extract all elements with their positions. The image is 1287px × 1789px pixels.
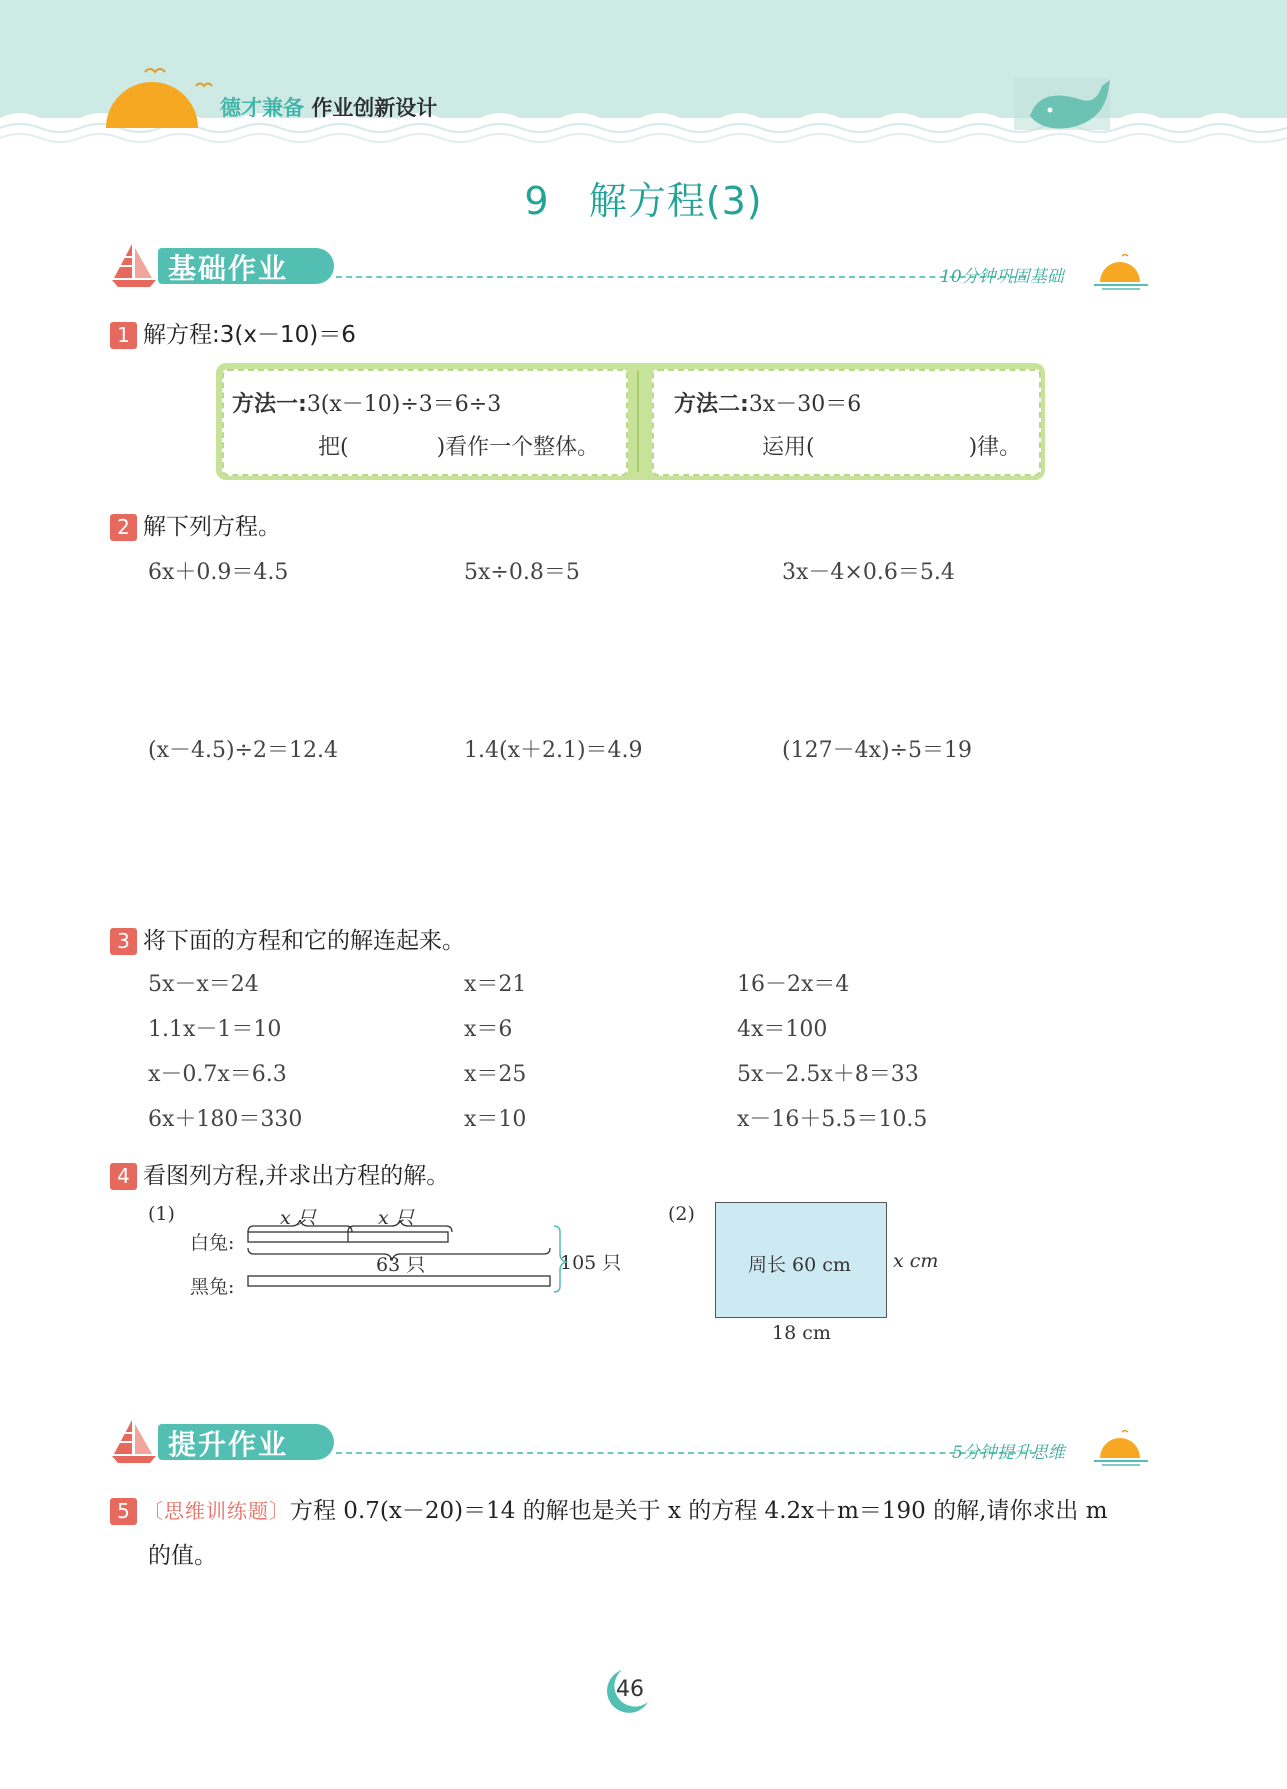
brand-dark: 作业创新设计: [311, 96, 438, 120]
equation-item: (x－4.5)÷2＝12.4: [148, 738, 338, 763]
equation-item: 1.4(x＋2.1)＝4.9: [464, 738, 643, 763]
question-tag: 〔思维训练题〕: [143, 1499, 290, 1523]
question-5: [110, 1492, 1190, 1525]
question-2: [110, 508, 281, 541]
method-one-blank[interactable]: 把( )看作一个整体。: [318, 435, 600, 460]
match-left-item[interactable]: 1.1x－1＝10: [148, 1017, 282, 1042]
section-label: 基础作业: [168, 252, 289, 285]
header-banner: [0, 0, 1287, 150]
section-advanced-banner: [110, 1418, 1150, 1468]
equation-item: (127－4x)÷5＝19: [782, 738, 972, 763]
page-title: 9 解方程(3): [524, 179, 763, 223]
question-number: 3: [110, 928, 137, 955]
section-label: 提升作业: [168, 1428, 289, 1461]
match-right-item[interactable]: 4x＝100: [737, 1017, 828, 1042]
total-label: 105 只: [560, 1252, 622, 1274]
sailboat-icon: [110, 1418, 158, 1464]
equation-item: 5x÷0.8＝5: [464, 560, 580, 585]
sun-icon: [1092, 1428, 1150, 1468]
part-1-label: (1): [148, 1203, 175, 1225]
white-rabbit-label: 白兔:: [190, 1232, 235, 1254]
page-number: 46: [616, 1677, 644, 1702]
question-text: 将下面的方程和它的解连起来。: [143, 928, 465, 954]
method-two-line1: [674, 387, 861, 418]
match-solution-item[interactable]: x＝21: [464, 972, 527, 997]
bottom-length-label: 18 cm: [772, 1322, 831, 1344]
segment-diagram: [240, 1220, 570, 1300]
question-text: 解下列方程。: [143, 514, 281, 540]
section-time-note: 5分钟提升思维: [952, 1443, 1065, 1463]
segment-x-label: x 只: [280, 1207, 316, 1229]
question-text: 解方程:3(x－10)＝6: [143, 322, 356, 348]
match-right-item[interactable]: x－16＋5.5＝10.5: [737, 1107, 928, 1132]
section-time-note: 10分钟巩固基础: [940, 267, 1064, 287]
question-1: [110, 316, 356, 349]
match-left-item[interactable]: 5x－x＝24: [148, 972, 259, 997]
difference-label: 63 只: [376, 1254, 426, 1276]
equation-item: 6x＋0.9＝4.5: [148, 560, 289, 585]
sun-icon: [1092, 252, 1150, 292]
method-divider: [637, 371, 639, 472]
sailboat-icon: [110, 242, 158, 288]
question-number: 5: [110, 1498, 137, 1525]
method-one-equation: 3(x－10)÷3＝6÷3: [306, 392, 502, 417]
question-number: 2: [110, 514, 137, 541]
dashed-divider: [336, 276, 1026, 278]
match-solution-item[interactable]: x＝25: [464, 1062, 527, 1087]
whale-icon: [1014, 78, 1110, 130]
equation-item: 3x－4×0.6＝5.4: [782, 560, 955, 585]
question-3: [110, 922, 465, 955]
question-4: [110, 1157, 449, 1190]
method-box: [216, 363, 1045, 480]
brand-title: [220, 92, 437, 122]
method-two-title: 方法二:: [674, 392, 749, 417]
match-solution-item[interactable]: x＝10: [464, 1107, 527, 1132]
method-two-equation: 3x－30＝6: [748, 392, 862, 417]
section-basic-banner: [110, 242, 1150, 292]
question-text-line2: 的值。: [148, 1543, 217, 1569]
method-one-title: 方法一:: [232, 392, 307, 417]
question-number: 4: [110, 1163, 137, 1190]
question-text: 看图列方程,并求出方程的解。: [143, 1163, 450, 1189]
part-2-label: (2): [668, 1203, 695, 1225]
match-right-item[interactable]: 16－2x＝4: [737, 972, 850, 997]
question-text-line1: 方程 0.7(x－20)＝14 的解也是关于 x 的方程 4.2x＋m＝190 的解,请你求出 m: [290, 1498, 1108, 1524]
match-left-item[interactable]: 6x＋180＝330: [148, 1107, 303, 1132]
brand-green: 德才兼备: [220, 96, 304, 120]
perimeter-label: 周长 60 cm: [748, 1254, 851, 1276]
question-number: 1: [110, 322, 137, 349]
match-solution-item[interactable]: x＝6: [464, 1017, 513, 1042]
method-two-blank[interactable]: 运用( )律。: [762, 435, 1022, 460]
black-rabbit-label: 黑兔:: [190, 1276, 235, 1298]
match-left-item[interactable]: x－0.7x＝6.3: [148, 1062, 287, 1087]
match-right-item[interactable]: 5x－2.5x＋8＝33: [737, 1062, 919, 1087]
dashed-divider: [336, 1452, 1036, 1454]
side-length-label: x cm: [893, 1250, 939, 1272]
segment-x-label: x 只: [378, 1207, 414, 1229]
method-one-line1: [232, 387, 501, 418]
